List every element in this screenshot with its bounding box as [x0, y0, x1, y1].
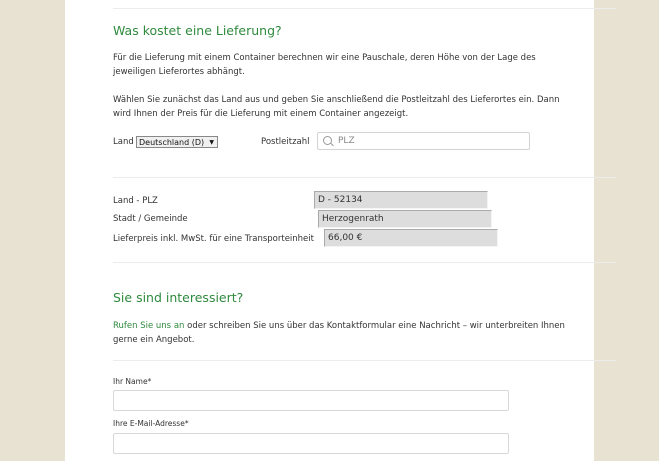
price-label: Lieferpreis inkl. MwSt. für eine Transporteinheit: [113, 234, 314, 244]
divider: [113, 8, 616, 9]
delivery-title: Was kostet eine Lieferung?: [113, 23, 282, 38]
country-label: Land: [113, 137, 134, 147]
country-select[interactable]: [136, 136, 218, 148]
postal-code-input[interactable]: [317, 132, 530, 150]
interest-paragraph: [113, 320, 568, 347]
city-label: Stadt / Gemeinde: [113, 214, 188, 224]
delivery-paragraph-2: Wählen Sie zunächst das Land aus und geben Sie anschließend die Postleitzahl des Lieferortes ein. Dann wird Ihnen der Preis für die Lieferung mit einem Container angezeigt.: [113, 95, 560, 119]
dropdown-arrow-icon: ▼: [209, 139, 214, 146]
postal-label: Postleitzahl: [261, 137, 310, 147]
interest-text: oder schreiben Sie uns über das Kontaktformular eine Nachricht – wir unterbreiten Ihnen gerne ein Angebot.: [113, 321, 565, 345]
land-plz-label: Land - PLZ: [113, 196, 158, 206]
postal-code-placeholder: PLZ: [338, 136, 355, 146]
divider: [113, 262, 616, 263]
content-panel: [65, 0, 594, 461]
name-input[interactable]: [113, 390, 509, 411]
email-label: Ihre E-Mail-Adresse*: [113, 419, 189, 428]
call-us-link[interactable]: Rufen Sie uns an: [113, 321, 185, 331]
country-select-value: Deutschland (D): [139, 138, 205, 147]
price-field: 66,00 €: [324, 229, 498, 247]
city-field: Herzogenrath: [318, 210, 492, 228]
email-input[interactable]: [113, 433, 509, 454]
delivery-paragraph-1: Für die Lieferung mit einem Container berechnen wir eine Pauschale, deren Höhe von der Lage des jeweiligen Lieferortes abhängt.: [113, 53, 536, 77]
divider: [113, 177, 616, 178]
divider: [113, 360, 616, 361]
interest-title: Sie sind interessiert?: [113, 290, 244, 305]
land-plz-field: D - 52134: [314, 191, 488, 209]
search-icon: [323, 136, 332, 145]
name-label: Ihr Name*: [113, 377, 152, 386]
